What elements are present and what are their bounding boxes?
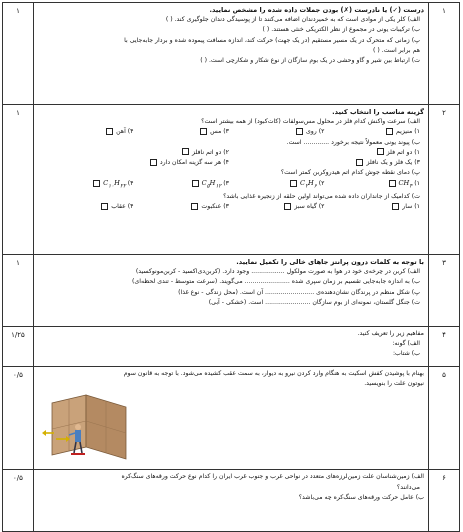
question-row-2 — [3, 105, 460, 255]
exam-sheet — [2, 2, 460, 516]
mc-options-a — [38, 127, 424, 137]
statement-c: پ) زمانی که متحرک در یک مسیر مستقیم (در یک جهت) حرکت کند، اندازه مسافت پیموده شده و بردار جابه‌جایی با — [124, 36, 420, 44]
checkbox[interactable] — [182, 148, 189, 155]
mc-option: ۴) هر سه گزینه امکان دارد — [38, 158, 229, 168]
question-number: ۳ — [429, 255, 460, 327]
formula: $CH_۴$ — [398, 179, 413, 190]
mc-question-d: ت) کدامیک از جانداران داده شده می‌تواند اولین حلقه از زنجیره غذایی باشد؟ — [223, 192, 420, 200]
statement-a: الف) کلر یکی از موادی است که به خمیردندان اضافه می‌کنند تا از پوسیدگی دندان جلوگیری کند. ( ) — [165, 16, 420, 24]
question-score: ۰/۵ — [3, 470, 34, 532]
checkbox[interactable] — [101, 203, 108, 210]
mc-option: ۱) منیزیم — [325, 127, 421, 137]
checkbox[interactable] — [296, 128, 303, 135]
checkbox[interactable] — [389, 180, 396, 187]
mc-option: ۱) $CH_۴$ — [325, 178, 421, 192]
checkbox[interactable] — [106, 128, 113, 135]
exam-table — [2, 2, 460, 532]
mc-options-c — [38, 178, 424, 192]
question-text-a-cont: می‌دانند؟ — [396, 483, 420, 491]
fill-blank-a: الف) کربن در چرخه‌ی خود در هوا به صورت مولکول ................. وجود دارد. (کربن‌دی‌اکسید - کربن‌مونوکسید) — [135, 268, 420, 276]
mc-option: ۳) عنکبوت — [134, 202, 230, 212]
question-row-3 — [3, 255, 460, 327]
question-text: بهنام با پوشیدن کفش اسکیت به هنگام وارد کردن نیرو به دیوار، به سمت عقب کشیده می‌شود. با توجه به قانون سوم — [123, 370, 424, 377]
checkbox[interactable] — [93, 180, 100, 187]
fill-blank-d: ت) جنگل گلستان، نمونه‌ای از بوم سازگان ....................... است. (خشکی - آبی) — [208, 298, 420, 306]
mc-options-b2 — [38, 158, 424, 168]
checkbox[interactable] — [192, 180, 199, 187]
statement-c-cont: هم برابر است. ( ) — [372, 46, 420, 54]
mc-option: ۲) روی — [229, 127, 325, 137]
question-row-1 — [3, 3, 460, 105]
mc-option: ۴) $C_{۱۰}H_{۲۲}$ — [38, 178, 134, 192]
mc-option: ۱) دو اتم فلز — [229, 148, 420, 158]
question-score: ۱ — [3, 105, 34, 255]
question-number: ۵ — [429, 367, 460, 470]
checkbox[interactable] — [284, 203, 291, 210]
question-body — [34, 470, 429, 532]
definition-a: الف) گونه: — [392, 340, 420, 348]
checkbox[interactable] — [150, 159, 157, 166]
mc-question-c: پ) دمای نقطه جوش کدام اتم هیدروکربن کمتر است؟ — [280, 169, 420, 177]
checkbox[interactable] — [386, 128, 393, 135]
question-number: ۴ — [429, 327, 460, 367]
fill-blank-c: پ) شکل منظم در پرندگان نشان‌دهنده‌ی ......................... آن است. (محل زندگی - نوع غذا) — [178, 288, 420, 296]
mc-question-a: الف) سرعت واکنش کدام فلز در محلول مس‌سولفات (کات‌کبود) از همه بیشتر است؟ — [201, 118, 420, 126]
question-score: ۰/۵ — [3, 367, 34, 470]
question-body — [34, 367, 429, 470]
mc-options-d — [38, 202, 424, 212]
checkbox[interactable] — [290, 180, 297, 187]
mc-option: ۳) مس — [134, 127, 230, 137]
question-text-cont: نیوتون علت را بنویسید. — [364, 380, 424, 388]
checkbox[interactable] — [200, 128, 207, 135]
question-title: گزینه مناسب را انتخاب کنید. — [332, 108, 424, 116]
mc-option: ۴) آهن — [38, 127, 134, 137]
question-score: ۱ — [3, 255, 34, 327]
question-title: درست (✓) یا نادرست (✗) بودن جملات داده شده را مشخص نمایید. — [209, 6, 424, 14]
question-title: مفاهیم زیر را تعریف کنید. — [357, 330, 424, 337]
mc-option: ۲) $C_۲H_۶$ — [229, 178, 325, 192]
fill-blank-b: ب) به اندازه جابه‌جایی تقسیم بر زمان سپری شده ....................... می‌گویند. (سرعت متوسط - تندی لحظه‌ای) — [132, 278, 420, 286]
mc-question-b: ب) پیوند یونی معمولاً نتیجه برخورد ............. است. — [286, 138, 420, 146]
question-body — [34, 327, 429, 367]
question-number: ۱ — [429, 3, 460, 105]
mc-options-b1 — [38, 148, 424, 158]
question-number: ۲ — [429, 105, 460, 255]
figure-wrap — [38, 389, 424, 467]
mc-option: ۱) سار — [325, 202, 421, 212]
question-row-5 — [3, 367, 460, 470]
checkbox[interactable] — [392, 203, 399, 210]
mc-option: ۳) یک فلز و یک نافلز — [229, 158, 420, 168]
formula: $C_{۱۰}H_{۲۲}$ — [103, 179, 126, 190]
checkbox[interactable] — [377, 148, 384, 155]
checkbox[interactable] — [356, 159, 363, 166]
statement-d: ت) ارتباط بین شیر و گاو وحشی در یک بوم سازگان از نوع شکار و شکارچی است. ( ) — [200, 57, 420, 65]
question-row-4 — [3, 327, 460, 367]
question-body — [34, 3, 429, 105]
question-text-b: ب) عامل حرکت ورقه‌های سنگ‌کره چه می‌باشد؟ — [298, 493, 424, 501]
checkbox[interactable] — [191, 203, 198, 210]
mc-option: ۲) گیاه سبز — [229, 202, 325, 212]
question-body — [34, 255, 429, 327]
question-text-a: الف) زمین‌شناسان علت زمین‌لرزه‌های متعدد در نواحی غرب و جنوب غرب ایران را کدام نوع حرکت ورقه‌های سنگ‌کره — [121, 473, 424, 481]
definition-b: ب) شتاب: — [392, 350, 420, 358]
formula: $C_۲H_۶$ — [300, 179, 317, 190]
question-score: ۱ — [3, 3, 34, 105]
mc-option: ۴) عقاب — [38, 202, 134, 212]
statement-b: ب) ترکیبات یونی در مجموع از نظر الکتریکی خنثی هستند. ( ) — [262, 26, 420, 34]
formula: $C_۵H_{۱۲}$ — [201, 179, 222, 190]
question-title: با توجه به کلمات درون پرانتز جاهای خالی را تکمیل نمایید. — [236, 258, 424, 266]
question-body — [34, 105, 429, 255]
question-score: ۱/۲۵ — [3, 327, 34, 367]
skater-wall-illustration — [42, 393, 134, 467]
question-row-6 — [3, 470, 460, 532]
question-number: ۶ — [429, 470, 460, 532]
mc-option: ۲) دو اتم نافلز — [38, 148, 229, 158]
mc-option: ۳) $C_۵H_{۱۲}$ — [134, 178, 230, 192]
